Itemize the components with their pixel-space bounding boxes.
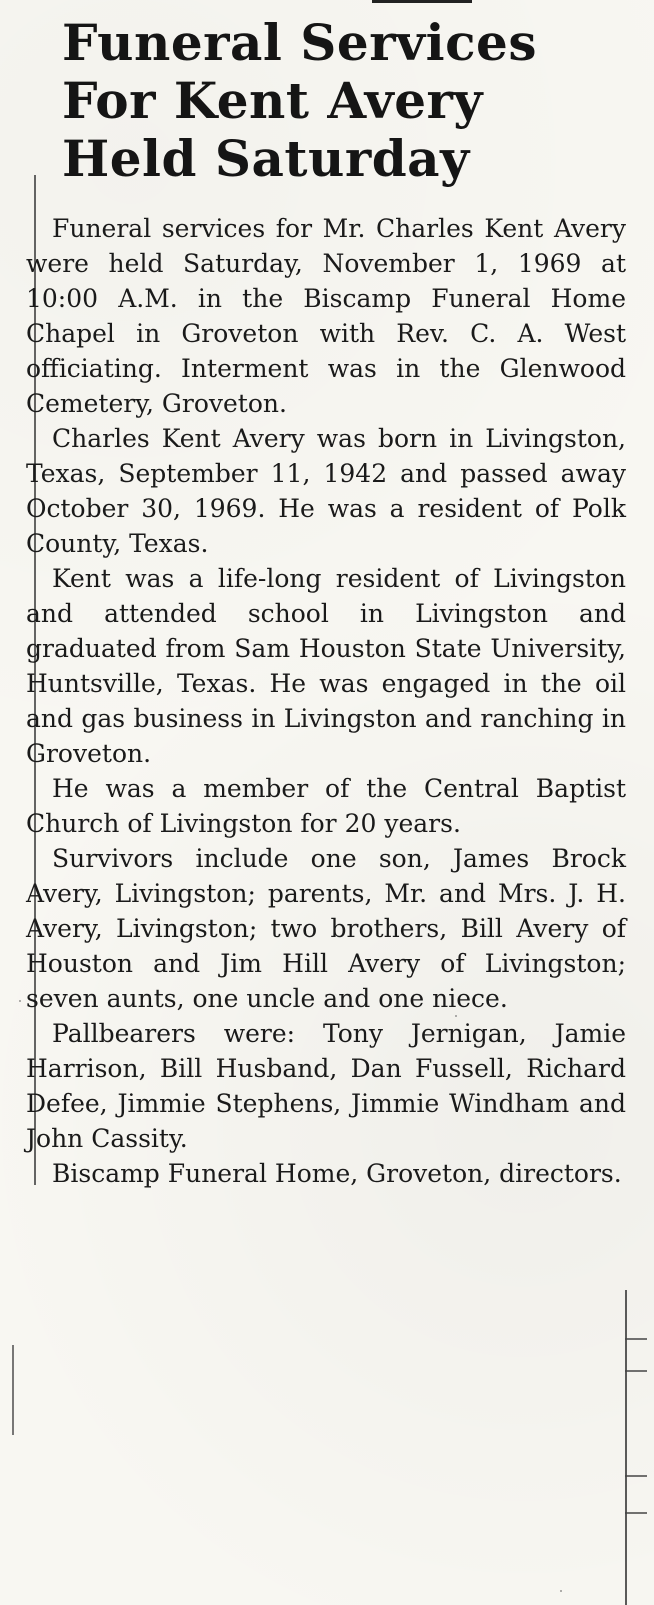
- top-column-rule: [372, 0, 472, 3]
- left-column-rule-lower: [12, 1345, 14, 1435]
- article-paragraph: Charles Kent Avery was born in Livingston, Texas, September 11, 1942 and passed away October 30, 1969. He was a resident of Polk County, Texas.: [26, 424, 626, 558]
- right-column-tick: [625, 1475, 647, 1477]
- article-paragraph: Biscamp Funeral Home, Groveton, directors.: [52, 1159, 622, 1188]
- print-speck: [455, 1015, 457, 1017]
- print-speck: [19, 1000, 21, 1002]
- right-column-tick: [625, 1512, 647, 1514]
- article-paragraph: Survivors include one son, James Brock Avery, Livingston; parents, Mr. and Mrs. J. H. Avery, Livingston; two brothers, Bill Avery of Houston and Jim Hill Avery of Livingston; seven aunts, one uncle and one niece.: [26, 844, 626, 1013]
- headline-line: For Kent Avery: [62, 71, 483, 130]
- print-speck: [560, 1590, 562, 1592]
- article-headline: [62, 14, 562, 188]
- article-paragraph: Kent was a life-long resident of Livingston and attended school in Livingston and graduated from Sam Houston State University, Huntsville, Texas. He was engaged in the oil and gas business in Livingston and ranching in Groveton.: [26, 564, 626, 768]
- headline-line: Funeral Services: [62, 13, 537, 72]
- article-paragraph: He was a member of the Central Baptist Church of Livingston for 20 years.: [26, 774, 626, 838]
- headline-line: Held Saturday: [62, 129, 470, 188]
- article-paragraph: Funeral services for Mr. Charles Kent Avery were held Saturday, November 1, 1969 at 10:00 A.M. in the Biscamp Funeral Home Chapel in Groveton with Rev. C. A. West officiating. Interment was in the Glenwood Cemetery, Groveton.: [26, 214, 626, 418]
- right-column-tick: [625, 1370, 647, 1372]
- right-column-tick: [625, 1338, 647, 1340]
- article-body: [26, 211, 626, 1191]
- article-paragraph: Pallbearers were: Tony Jernigan, Jamie Harrison, Bill Husband, Dan Fussell, Richard Defee, Jimmie Stephens, Jimmie Windham and John Cassity.: [26, 1019, 626, 1153]
